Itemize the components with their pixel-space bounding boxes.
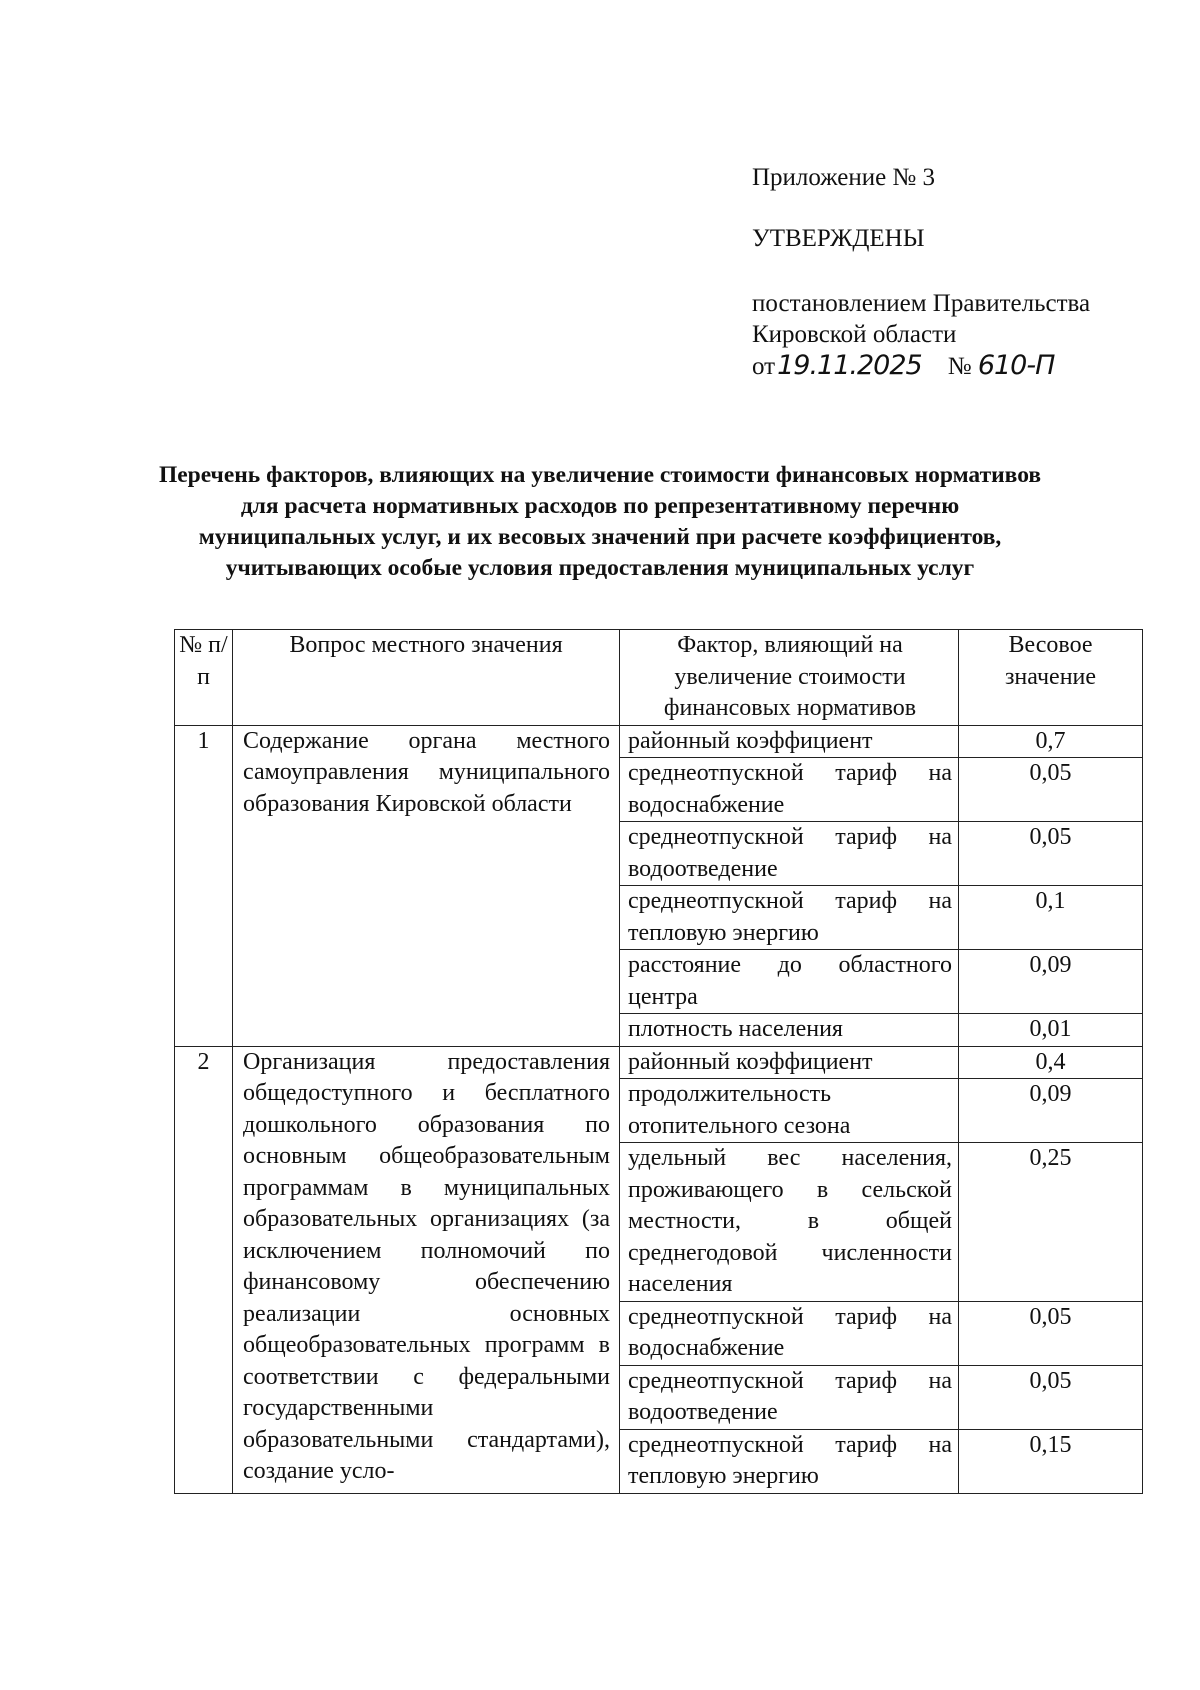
question-cell: Содержание органа местного самоуправления муниципального образования Кировской области: [233, 725, 620, 1046]
factor-cell: среднеотпускной тариф на тепловую энергию: [620, 886, 959, 950]
number-prefix: №: [947, 353, 972, 380]
handwritten-date: 19.11.2025: [777, 350, 922, 381]
weight-cell: 0,05: [959, 1365, 1143, 1429]
weight-cell: 0,1: [959, 886, 1143, 950]
table-row: [175, 725, 1143, 758]
header-question: Вопрос местного значения: [233, 630, 620, 726]
factor-cell: среднеотпускной тариф на водоотведение: [620, 1365, 959, 1429]
factor-cell: удельный вес населения, проживающего в сельской местности, в общей среднегодовой численности населения: [620, 1143, 959, 1302]
row-number: 2: [175, 1046, 233, 1493]
factor-cell: среднеотпускной тариф на тепловую энергию: [620, 1429, 959, 1493]
appendix-label: Приложение № 3: [752, 164, 936, 191]
table-header-row: [175, 630, 1143, 726]
weight-cell: 0,01: [959, 1014, 1143, 1047]
header-num: № п/п: [175, 630, 233, 726]
weight-cell: 0,25: [959, 1143, 1143, 1302]
weight-cell: 0,09: [959, 950, 1143, 1014]
decree-line-2: Кировской области: [752, 321, 957, 348]
factor-cell: районный коэффициент: [620, 725, 959, 758]
factors-table: [174, 629, 1143, 1494]
factor-cell: среднеотпускной тариф на водоснабжение: [620, 1301, 959, 1365]
handwritten-number: 610-П: [977, 350, 1055, 381]
factor-cell: среднеотпускной тариф на водоснабжение: [620, 758, 959, 822]
factor-cell: продолжительность отопительного сезона: [620, 1079, 959, 1143]
factor-cell: расстояние до областного центра: [620, 950, 959, 1014]
weight-cell: 0,05: [959, 758, 1143, 822]
decree-date-number: [752, 350, 1090, 382]
weight-cell: 0,4: [959, 1046, 1143, 1079]
factor-cell: районный коэффициент: [620, 1046, 959, 1079]
approved-heading: УТВЕРЖДЕНЫ: [752, 225, 925, 252]
weight-cell: 0,05: [959, 1301, 1143, 1365]
question-cell: Организация предоставления общедоступного и бесплатного дошкольного образования по основным общеобразовательным программам в муниципальных образовательных организациях (за исключением полномочий по финансовому обеспечению реализации основных общеобразовательных программ в соответствии с федеральными государственными образовательными стандартами), создание усло-: [233, 1046, 620, 1493]
weight-cell: 0,15: [959, 1429, 1143, 1493]
weight-cell: 0,05: [959, 822, 1143, 886]
approval-block: [752, 162, 1090, 382]
weight-cell: 0,7: [959, 725, 1143, 758]
weight-cell: 0,09: [959, 1079, 1143, 1143]
header-weight: Весовое значение: [959, 630, 1143, 726]
factor-cell: среднеотпускной тариф на водоотведение: [620, 822, 959, 886]
header-factor: Фактор, влияющий на увеличение стоимости финансовых нормативов: [620, 630, 959, 726]
decree-line-1: постановлением Правительства: [752, 290, 1091, 317]
row-number: 1: [175, 725, 233, 1046]
factor-cell: плотность населения: [620, 1014, 959, 1047]
date-prefix: от: [752, 353, 776, 380]
document-title: Перечень факторов, влияющих на увеличение стоимости финансовых нормативов для расчета нормативных расходов по репрезентативному перечню муниципальных услуг, и их весовых значений при расчете коэффициентов, учитывающих особые условия предоставления муниципальных услуг: [158, 462, 1042, 581]
table-row: [175, 1046, 1143, 1079]
